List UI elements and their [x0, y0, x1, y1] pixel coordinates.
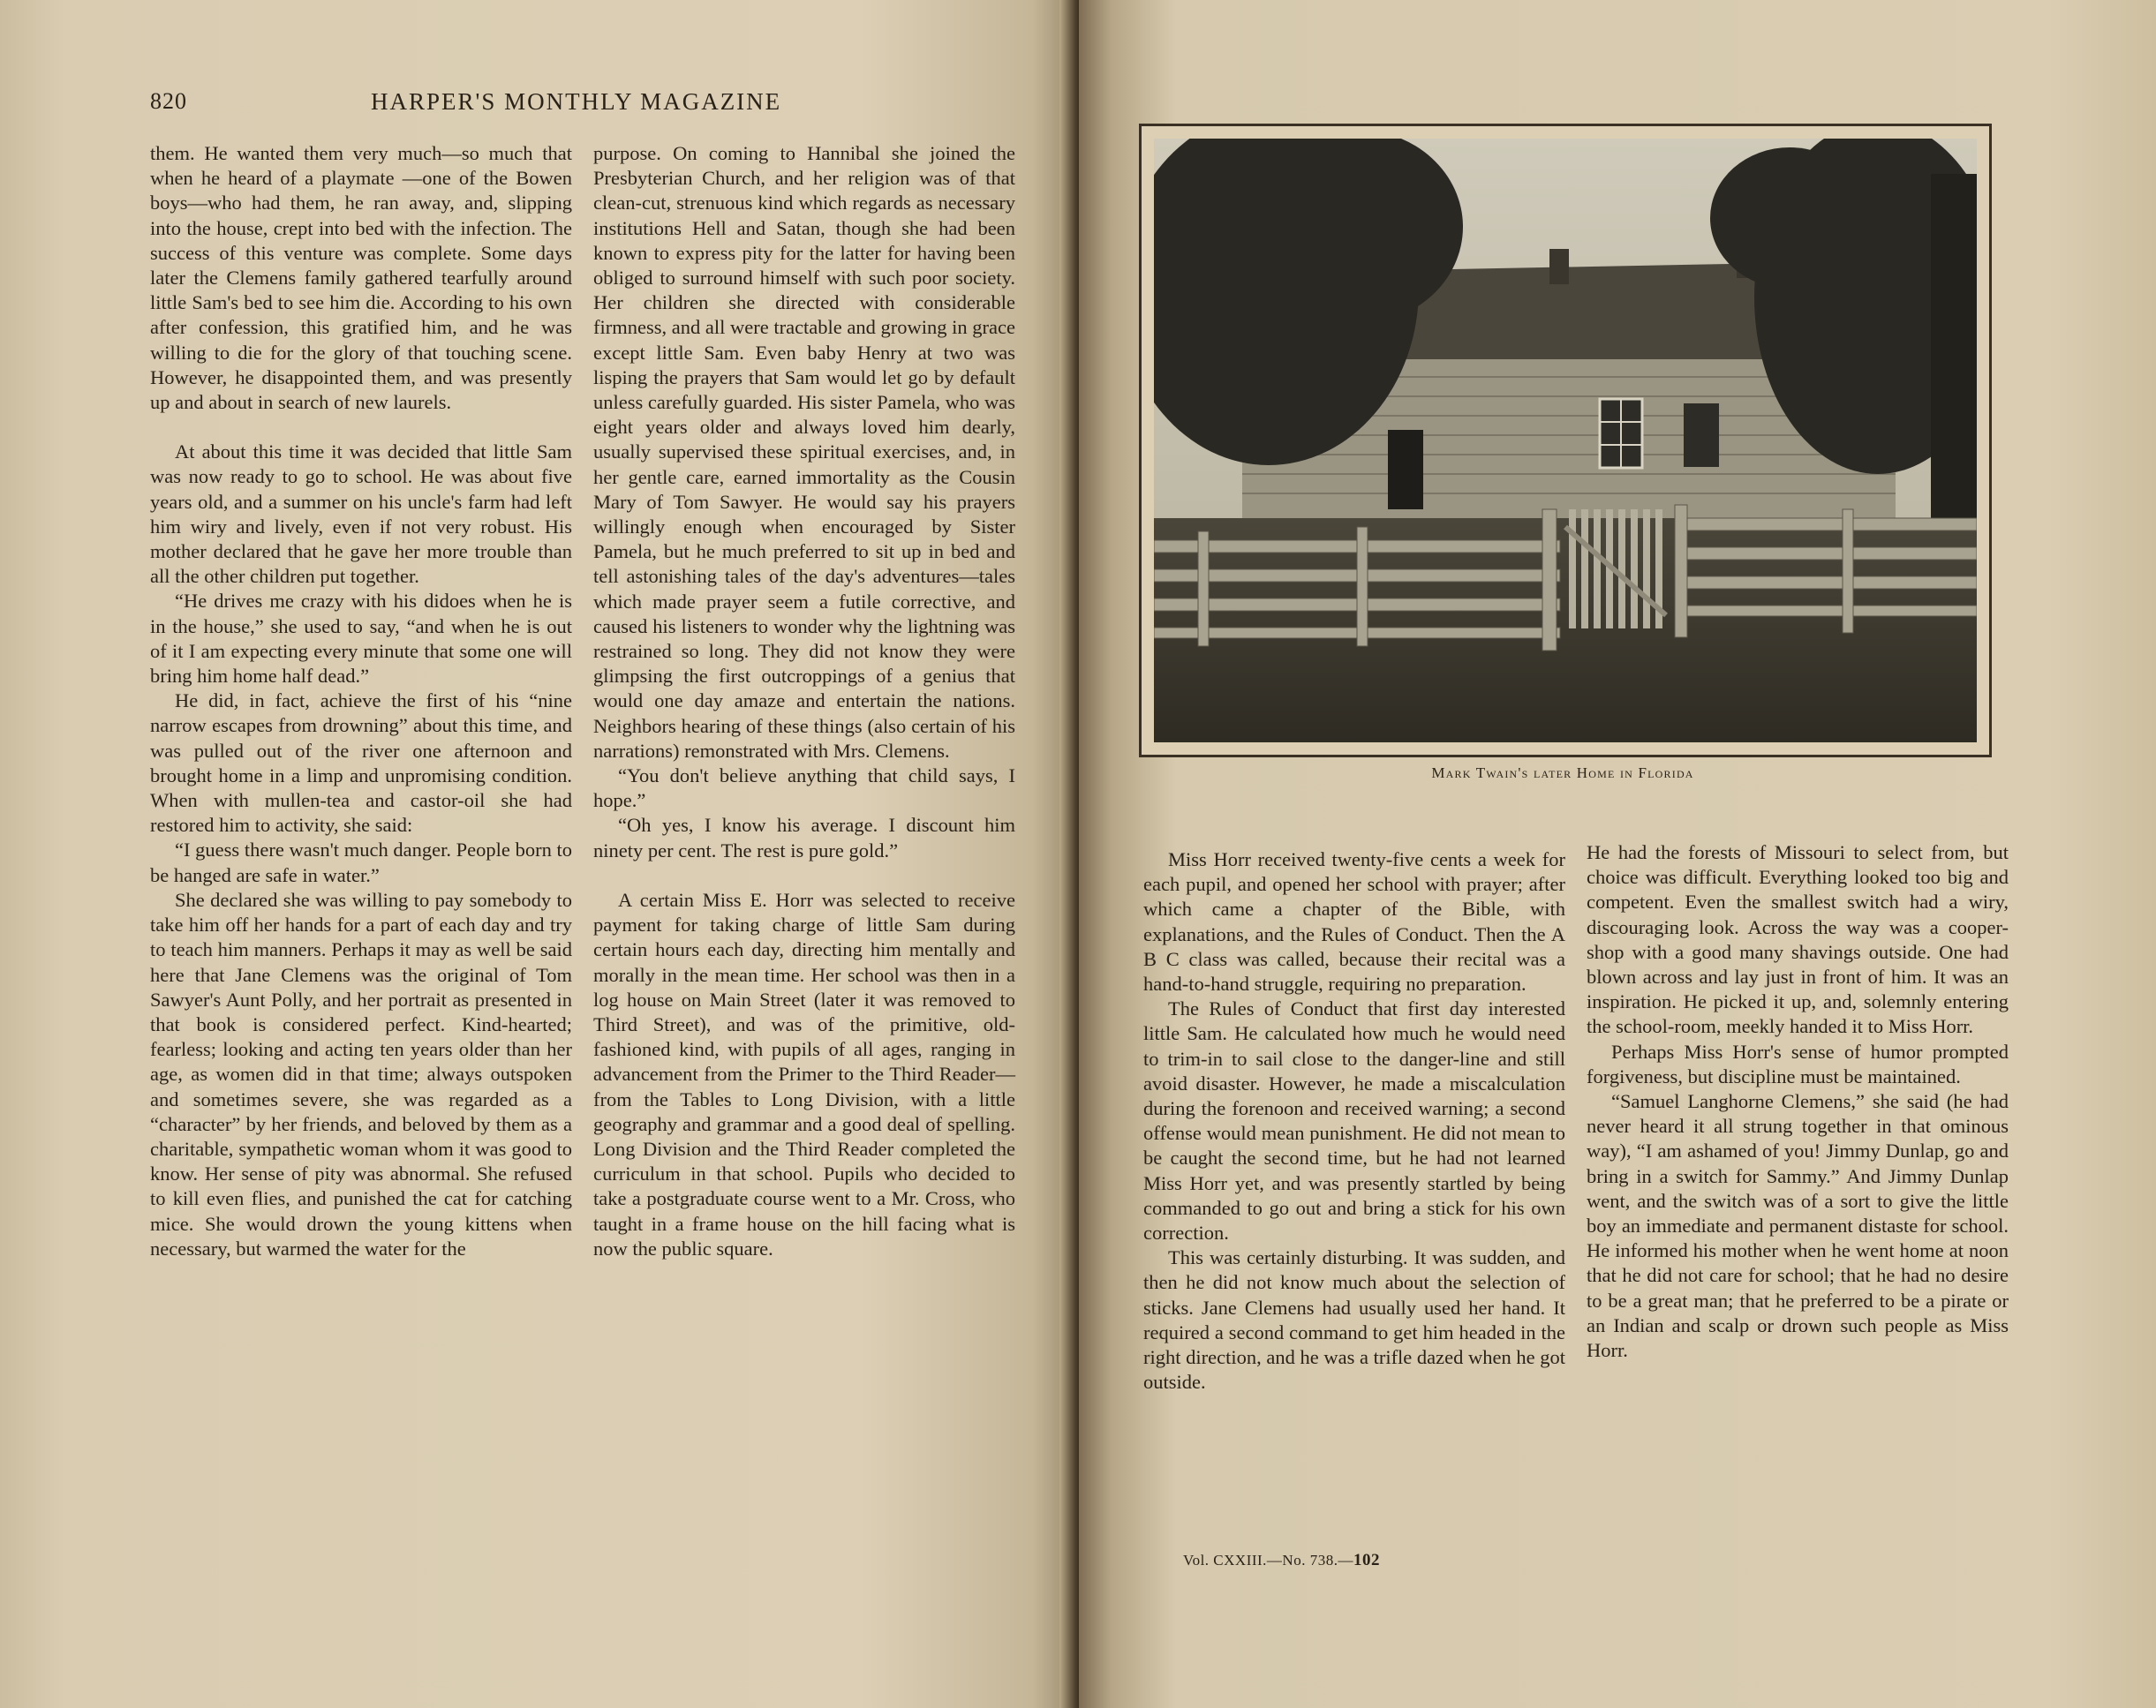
paragraph: “Samuel Langhorne Clemens,” she said (he had never heard it all strung together in that ominous way), “I am ashamed of you! Jimmy Dunlap, go and bring in a switch for Sammy.” And Jimmy Dunlap went, and the switch was of a sort to give the little boy an immediate and permanent distaste for school. He informed his mother when he went home at noon that he did not care for school; that he had no desire to be a great man; that he preferred to be a pirate or an Indian and scalp or drown such people as Miss Horr. — [1587, 1090, 2009, 1362]
paragraph: them. He wanted them very much—so much that when he heard of a playmate —one of the Bowen boys—who had them, he ran away, and, slipping into the house, crept into bed with the infection. The success of this venture was complete. Some days later the Clemens family gathered tearfully around little Sam's bed to see him die. According to his own after confession, this gratified him, and he was willing to die for the glory of that touching scene. However, he disappointed them, and was presently up and about in search of new laurels. — [150, 142, 572, 414]
paragraph: He did, in fact, achieve the first of his “nine narrow escapes from drowning” about this time, and was pulled out of the river one afternoon and brought home in a limp and unpromising condition. When with mullen-tea and castor-oil she had restored him to activity, she said: — [150, 689, 572, 837]
left-column-2 — [593, 141, 1015, 1261]
photo-caption: Mark Twain's later Home in Florida — [1431, 764, 1694, 781]
signature-mark — [1183, 1551, 1380, 1570]
photo-plate — [1139, 124, 1992, 757]
paragraph: She declared she was willing to pay somebody to take him off her hands for a part of each day and try to teach him manners. Perhaps it may as well be said here that Jane Clemens was the original of Tom Sawyer's Aunt Polly, and her portrait as presented in that book is considered perfect. Kind-hearted; fearless; looking and acting ten years older than her age, as women did in that time; always outspoken and sometimes severe, she was regarded as a “character” by her friends, and beloved by them as a charitable, sympathetic woman whom it was good to know. Her sense of pity was abnormal. She refused to kill even flies, and punished the cat for catching mice. She would drown the young kittens when necessary, but warmed the water for the — [150, 888, 572, 1260]
paragraph: This was certainly disturbing. It was sudden, and then he did not know much about the selection of sticks. Jane Clemens had usually used her hand. It required a second command to get him headed in the right direction, and he was a trifle dazed when he got outside. — [1143, 1246, 1565, 1394]
paragraph: A certain Miss E. Horr was selected to receive payment for taking charge of little Sam during certain hours each day, directing him mentally and morally in the mean time. Her school was then in a log house on Main Street (later it was removed to Third Street), and was of the primitive, old-fashioned kind, with pupils of all ages, ranging in advancement from the Primer to the Third Reader—from the Tables to Long Division, with a little geography and grammar and a good deal of spelling. Long Division and the Third Reader completed the curriculum in that school. Pupils who decided to take a postgraduate course went to a Mr. Cross, who taught in a frame house on the hill facing what is now the public square. — [593, 888, 1015, 1260]
house-photograph — [1154, 139, 1977, 742]
page-header — [150, 88, 1015, 132]
paragraph: “I guess there wasn't much danger. People born to be hanged are safe in water.” — [150, 839, 572, 886]
paragraph: He had the forests of Missouri to select from, but choice was difficult. Everything looked too big and competent. Even the smallest switch had a wiry, discouraging look. Across the way was a cooper-shop with a good many shavings outside. One had blown across and lay just in front of him. It was an inspiration. He picked it up, and, solemnly entering the school-room, meekly handed it to Miss Horr. — [1587, 841, 2009, 1038]
page-number: 820 — [150, 88, 187, 114]
paragraph: purpose. On coming to Hannibal she joined the Presbyterian Church, and her religion was of that clean-cut, strenuous kind which regards as necessary institutions Hell and Satan, though she had been known to express pity for the latter for having been obliged to surround himself with such poor society. Her children she directed with considerable firmness, and all were tractable and growing in grace except little Sam. Even baby Henry at two was lisping the prayers that Sam would let go by default unless carefully guarded. His sister Pamela, who was eight years older and always loved him dearly, usually supervised these spiritual exercises, and, in her gentle care, earned immortality as the Cousin Mary of Tom Sawyer. He would say his prayers willingly enough when encouraged by Sister Pamela, but he much preferred to sit up in bed and tell astonishing tales of the day's adventures—tales which made prayer seem a futile corrective, and caused his listeners to wonder why the lightning was restrained so long. They did not know they were glimpsing the first outcroppings of a genius that would one day amaze and entertain the nations. Neighbors hearing of these things (also certain of his narrations) remonstrated with Mrs. Clemens. — [593, 142, 1016, 762]
left-page — [0, 0, 1075, 1708]
paragraph: At about this time it was decided that little Sam was now ready to go to school. He was about five years old, and a summer on his uncle's farm had left him wiry and lively, even if not very robust. His mother declared that he gave her more trouble than all the other children put together. — [150, 440, 572, 588]
paragraph: Perhaps Miss Horr's sense of humor prompted forgiveness, but discipline must be maintained. — [1587, 1040, 2009, 1087]
paragraph: The Rules of Conduct that first day interested little Sam. He calculated how much he would need to trim-in to sail close to the danger-line and still avoid disaster. However, he made a miscalculation during the forenoon and received warning; a second offense would mean punishment. He did not mean to be caught the second time, but he had not learned Miss Horr yet, and was presently startled by being commanded to go out and bring a stick for his own correction. — [1143, 997, 1565, 1245]
right-column-2 — [1587, 840, 2009, 1363]
paragraph: “Oh yes, I know his average. I discount him ninety per cent. The rest is pure gold.” — [593, 814, 1015, 862]
signature-number: 102 — [1353, 1551, 1380, 1569]
paragraph: Miss Horr received twenty-five cents a week for each pupil, and opened her school with prayer; after which came a chapter of the Bible, with explanations, and the Rules of Conduct. Then the A B C class was called, because their recital was a hand-to-hand struggle, requiring no preparation. — [1143, 848, 1565, 996]
paragraph: “You don't believe anything that child says, I hope.” — [593, 764, 1015, 812]
left-column-1 — [150, 141, 572, 1261]
right-column-1 — [1143, 847, 1565, 1395]
running-head: HARPER'S MONTHLY MAGAZINE — [371, 88, 782, 115]
signature-volume: Vol. CXXIII.—No. 738.— — [1183, 1552, 1353, 1569]
paragraph: “He drives me crazy with his didoes when he is in the house,” she used to say, “and when he is out of it I am expecting every minute that some one will bring him home half dead.” — [150, 590, 572, 688]
house-photo-illustration — [1154, 139, 1977, 742]
